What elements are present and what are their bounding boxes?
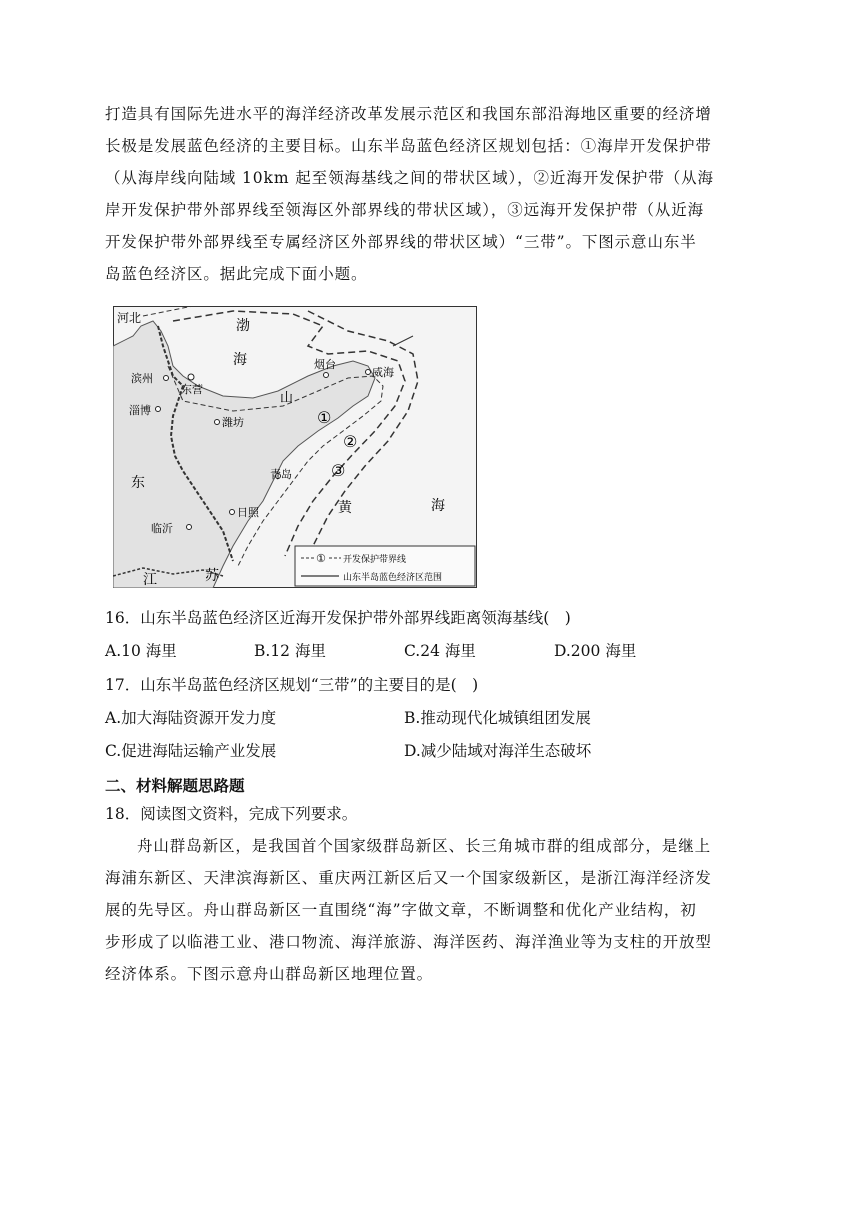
label-hai1: 海 xyxy=(233,352,247,368)
label-dongying: 东营 xyxy=(181,383,203,396)
q18-line: 展的先导区。舟山群岛新区一直围绕“海”字做文章，不断调整和优化产业结构，初 xyxy=(105,901,697,919)
intro-line: （从海岸线向陆域 10km 起至领海基线之间的带状区域），②近海开发保护带（从海 xyxy=(105,169,714,187)
intro-paragraph xyxy=(105,98,755,290)
intro-line: 岸开发保护带外部界线至领海区外部界线的带状区域），③远海开发保护带（从近海 xyxy=(105,201,705,219)
label-rizhao: 日照 xyxy=(237,506,259,519)
section-title: 二、材料解题思路题 xyxy=(105,777,245,795)
intro-line: 长极是发展蓝色经济的主要目标。山东半岛蓝色经济区规划包括：①海岸开发保护带 xyxy=(105,137,712,155)
label-yantai: 烟台 xyxy=(314,358,336,371)
city-marker-zibo xyxy=(156,407,161,412)
legend-number: ① xyxy=(316,552,326,565)
legend-text-1: 开发保护带界线 xyxy=(343,555,407,565)
intro-line: 岛蓝色经济区。据此完成下面小题。 xyxy=(105,265,368,283)
q17-option-d: D.减少陆域对海洋生态破坏 xyxy=(404,742,592,760)
q16-option-d: D.200 海里 xyxy=(554,642,637,660)
q16-option-c: C.24 海里 xyxy=(404,642,476,660)
shandong-blue-economy-map xyxy=(113,306,477,588)
intro-line: 开发保护带外部界线至专属经济区外部界线的带状区域）“三带”。下图示意山东半 xyxy=(105,233,697,251)
map-canvas xyxy=(113,306,477,588)
legend-text-2: 山东半岛蓝色经济区范围 xyxy=(343,573,443,583)
q18-line: 经济体系。下图示意舟山群岛新区地理位置。 xyxy=(105,965,434,983)
label-bo: 渤 xyxy=(236,318,250,334)
label-weifang: 潍坊 xyxy=(222,416,244,429)
question-17-stem: 17．山东半岛蓝色经济区规划“三带”的主要目的是( ) xyxy=(105,676,479,694)
q18-line: 舟山群岛新区，是我国首个国家级群岛新区、长三角城市群的组成部分，是继上 xyxy=(137,837,712,855)
city-marker-linyi xyxy=(187,525,192,530)
city-marker-dongying xyxy=(188,374,194,380)
label-linyi: 临沂 xyxy=(151,522,173,535)
q17-option-a: A.加大海陆资源开发力度 xyxy=(105,709,277,727)
q18-line: 海浦东新区、天津滨海新区、重庆两江新区后又一个国家级新区，是浙江海洋经济发 xyxy=(105,869,712,887)
q17-option-b: B.推动现代化城镇组团发展 xyxy=(404,709,591,727)
label-huang: 黄 xyxy=(338,500,352,516)
label-jiang: 江 xyxy=(143,572,157,588)
city-marker-rizhao xyxy=(230,510,235,515)
label-binzhou: 滨州 xyxy=(131,372,153,385)
label-hebei: 河北 xyxy=(117,311,142,325)
label-shan: 山 xyxy=(280,391,294,406)
label-hai2: 海 xyxy=(431,498,445,514)
label-su: 苏 xyxy=(205,568,219,584)
label-weihai: 威海 xyxy=(372,366,394,379)
label-dong: 东 xyxy=(131,475,145,491)
city-marker-yantai xyxy=(324,373,329,378)
city-marker-weihai xyxy=(366,370,371,375)
question-18-stem: 18．阅读图文资料，完成下列要求。 xyxy=(105,805,358,823)
q16-option-a: A.10 海里 xyxy=(105,642,177,660)
q16-option-b: B.12 海里 xyxy=(254,642,326,660)
label-zone-1: ① xyxy=(317,408,332,427)
question-16-stem: 16．山东半岛蓝色经济区近海开发保护带外部界线距离领海基线( ) xyxy=(105,609,571,627)
city-marker-weifang xyxy=(215,420,220,425)
q18-material xyxy=(105,830,755,990)
label-zone-3: ③ xyxy=(331,461,346,480)
label-qingdao: 青岛 xyxy=(270,468,292,481)
intro-line: 打造具有国际先进水平的海洋经济改革发展示范区和我国东部沿海地区重要的经济增 xyxy=(105,105,712,123)
city-marker-binzhou xyxy=(164,376,169,381)
label-zibo: 淄博 xyxy=(129,404,151,417)
q17-option-c: C.促进海陆运输产业发展 xyxy=(105,742,277,760)
label-zone-2: ② xyxy=(343,432,358,451)
q18-line: 步形成了以临港工业、港口物流、海洋旅游、海洋医药、海洋渔业等为支柱的开放型 xyxy=(105,933,712,951)
